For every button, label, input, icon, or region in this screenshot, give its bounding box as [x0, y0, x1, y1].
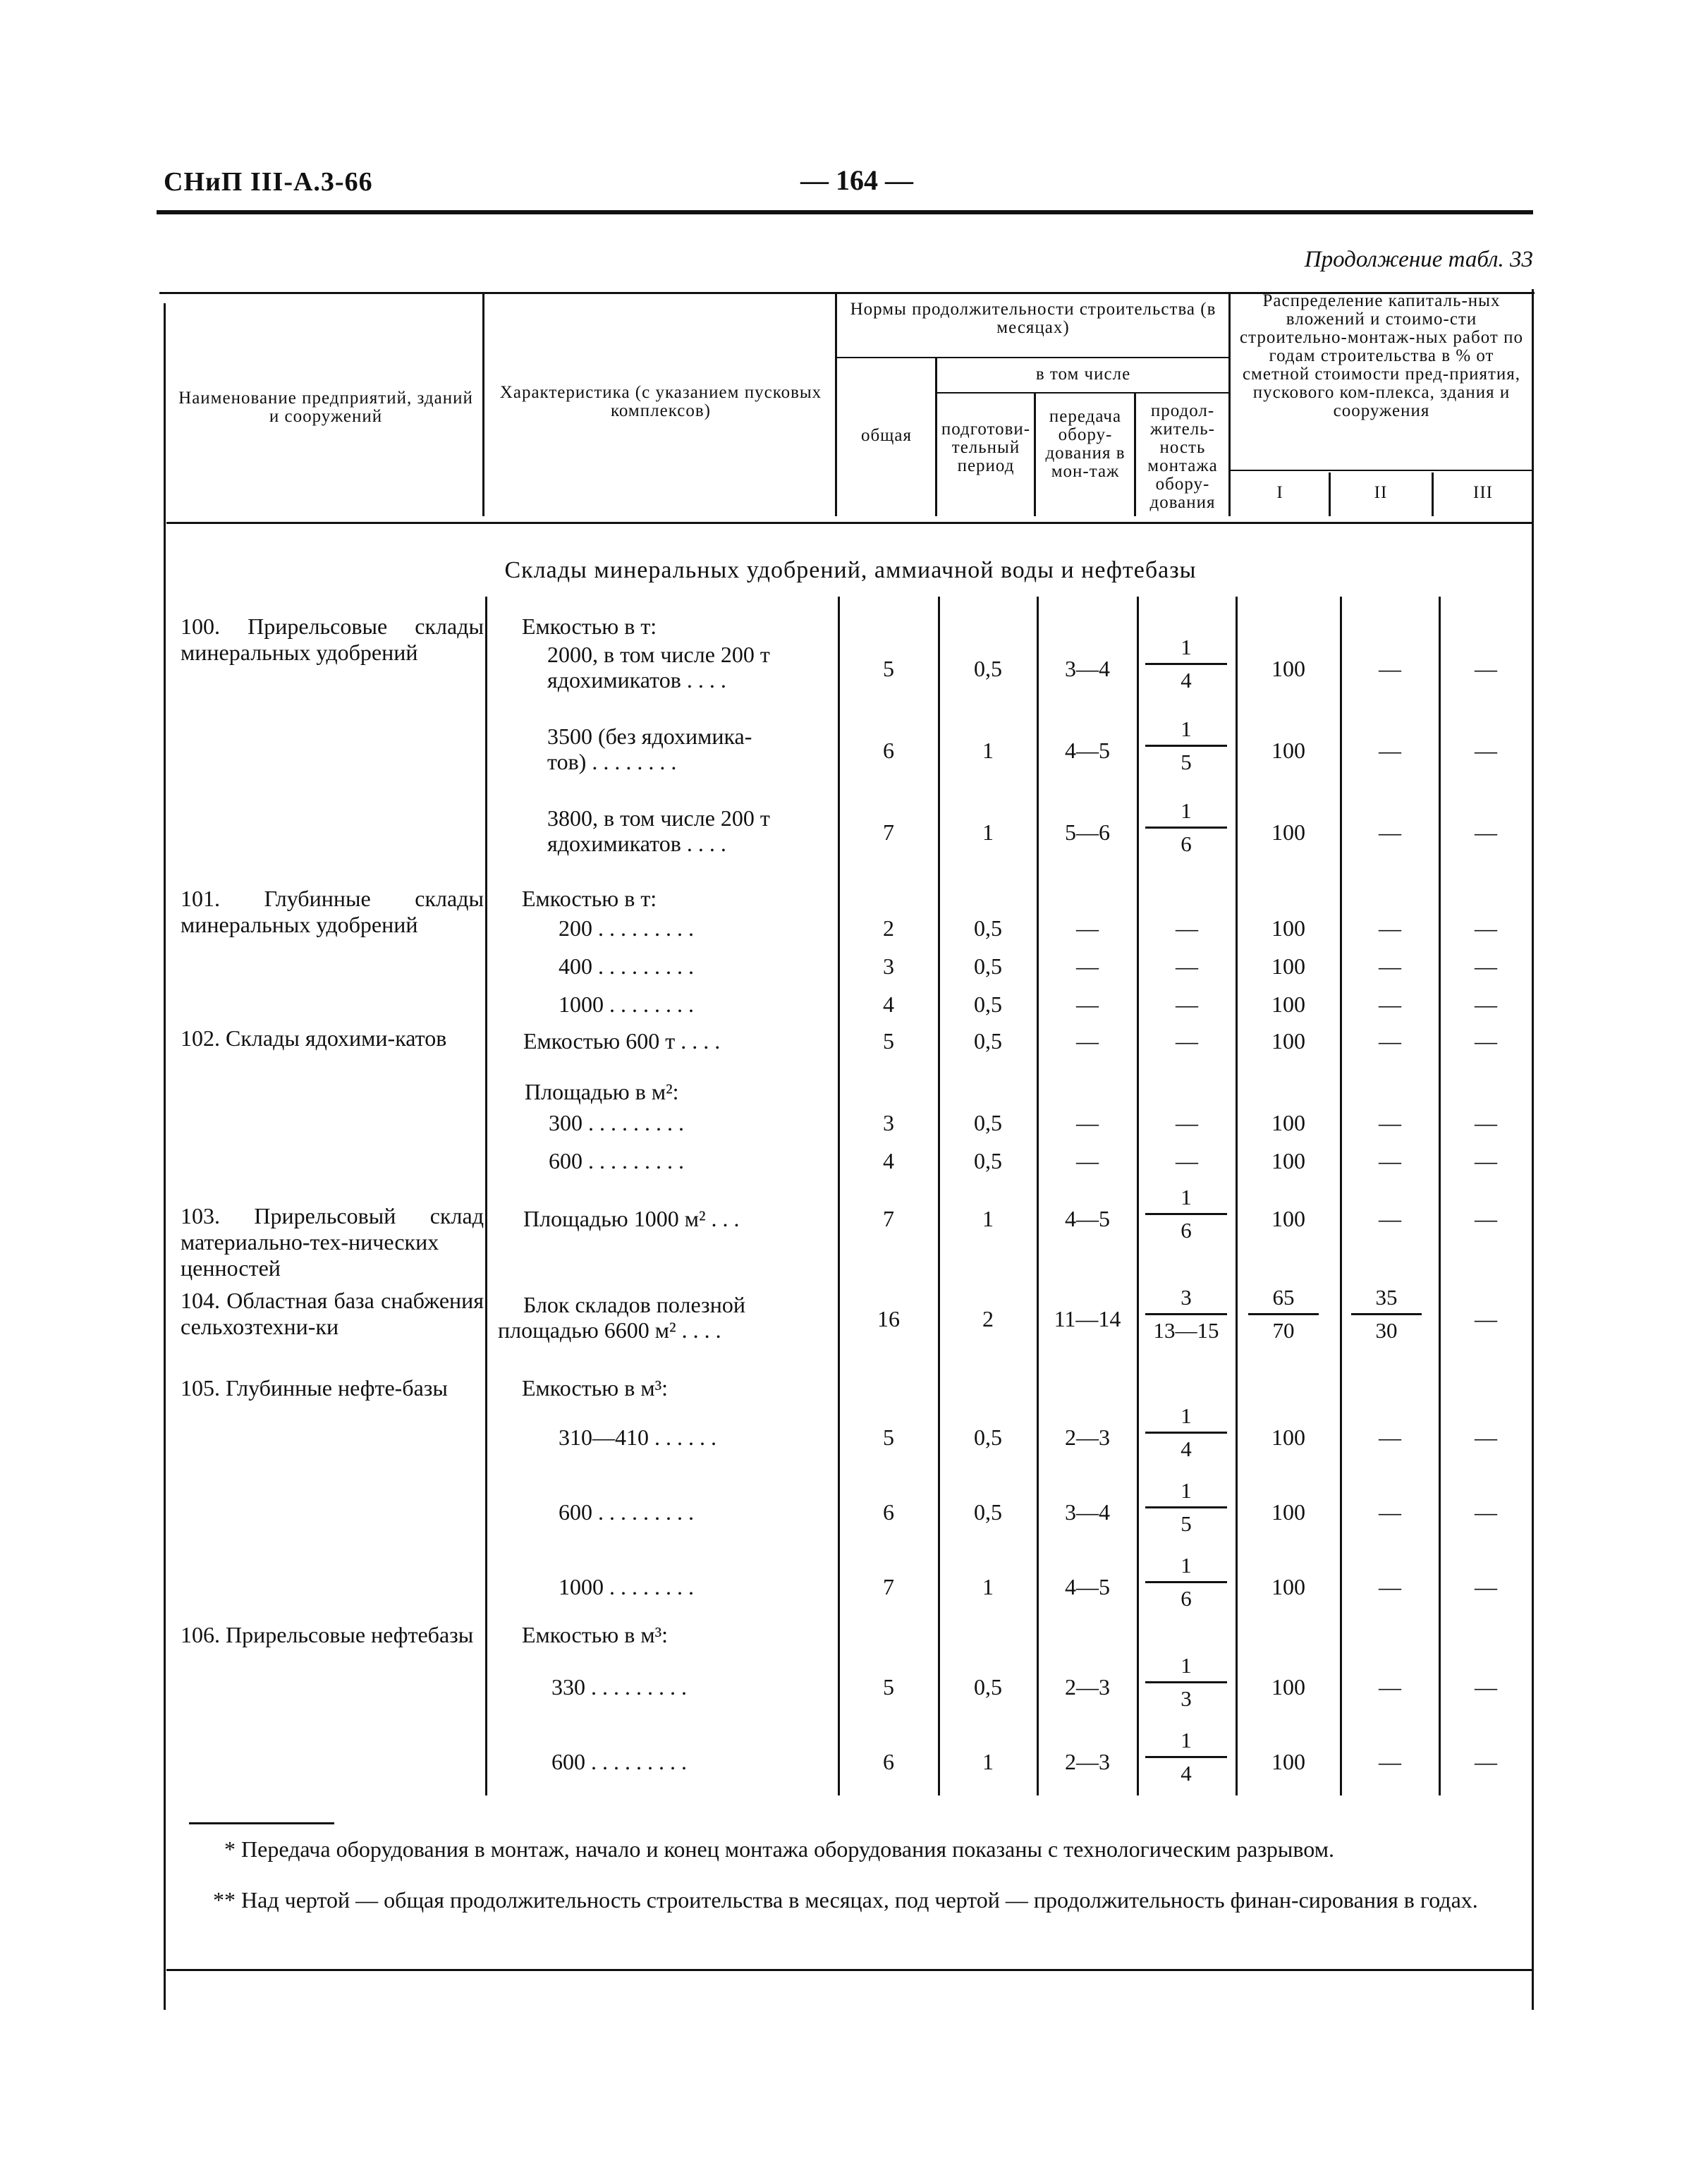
item-name-100: 100. Прирельсовые склады минеральных удобрений	[181, 614, 484, 665]
cell-transfer: 3—4	[1065, 1499, 1110, 1525]
cell-y1: 100	[1271, 992, 1305, 1017]
cell-total: 3	[883, 1110, 894, 1135]
cell-y2: —	[1379, 1574, 1401, 1599]
cell-prep: 0,5	[974, 953, 1002, 979]
cell-transfer: 11—14	[1054, 1306, 1121, 1331]
cell-prep: 0,5	[974, 915, 1002, 941]
cell-transfer: —	[1076, 1148, 1099, 1173]
fraction-bar	[1145, 1213, 1227, 1215]
cell-prep: 0,5	[974, 1028, 1002, 1054]
cell-y2: —	[1379, 992, 1401, 1017]
cell-transfer: 4—5	[1065, 738, 1110, 763]
cell-prep: 0,5	[974, 1148, 1002, 1173]
cell-y1: 100	[1271, 1110, 1305, 1135]
col-header-year-1: I	[1276, 483, 1283, 502]
cell-prep: 1	[982, 1574, 994, 1599]
year-share-bottom: 30	[1375, 1318, 1398, 1343]
cell-transfer: 2—3	[1065, 1674, 1110, 1700]
table-left-border	[164, 303, 166, 2010]
subhead-capacity-m3: Емкостью в м³:	[522, 1375, 669, 1401]
cell-y1: 100	[1271, 1206, 1305, 1231]
financing-duration: 4	[1181, 1437, 1192, 1461]
subhead-area-m2: Площадью в м²:	[525, 1079, 679, 1104]
fraction-bar	[1145, 1581, 1227, 1583]
fraction-bar	[1248, 1313, 1319, 1315]
item-name-102: 102. Склады ядохими-катов	[181, 1025, 447, 1051]
cell-y2: —	[1379, 1425, 1401, 1450]
cell-total: 3	[883, 953, 894, 979]
col-header-prep: подготови-тельный период	[941, 420, 1031, 475]
row-characteristic: 1000 . . . . . . . .	[559, 1574, 694, 1599]
col-header-distribution: Распределение капиталь-ных вложений и стоимо-сти строительно-монтаж-ных работ по годам строительства в % от сметной стоимости пред-приятия, пускового ком-плекса, здания и сооружения	[1240, 291, 1523, 420]
cell-transfer: 4—5	[1065, 1574, 1110, 1599]
header-divider-2	[835, 292, 837, 516]
cell-y2: —	[1379, 656, 1401, 681]
cell-y2: —	[1379, 1749, 1401, 1774]
cell-y3: —	[1475, 1674, 1497, 1700]
cell-y1: 100	[1271, 1425, 1305, 1450]
financing-duration: 5	[1181, 750, 1192, 774]
cell-y1: 100	[1271, 1574, 1305, 1599]
row-characteristic: 2000, в том числе 200 т	[547, 642, 770, 667]
row-characteristic: 1000 . . . . . . . .	[559, 992, 694, 1017]
cell-total: 7	[883, 819, 894, 845]
cell-y1: 100	[1271, 953, 1305, 979]
cell-install-fraction	[1145, 635, 1227, 693]
cell-y3: —	[1475, 1306, 1497, 1331]
cell-total: 7	[883, 1206, 894, 1231]
cell-y3: —	[1475, 1148, 1497, 1173]
row-characteristic-cont: ядохимикатов . . . .	[547, 667, 726, 693]
header-years-rule	[1230, 470, 1532, 471]
cell-transfer: —	[1076, 915, 1099, 941]
cell-install-fraction	[1145, 716, 1227, 775]
cell-total: 7	[883, 1574, 894, 1599]
cell-prep: 0,5	[974, 1674, 1002, 1700]
fraction-bar	[1145, 663, 1227, 665]
row-characteristic: 600 . . . . . . . . .	[551, 1749, 687, 1774]
col-header-install: продол-житель-ность монтажа обору-дования	[1147, 401, 1218, 512]
col-header-total: общая	[860, 426, 913, 445]
cell-prep: 0,5	[974, 656, 1002, 681]
cell-y1: 100	[1271, 819, 1305, 845]
install-duration: 1	[1181, 798, 1192, 823]
cell-y2: —	[1379, 1499, 1401, 1525]
header-divider-1	[482, 292, 484, 516]
cell-y1: 100	[1271, 656, 1305, 681]
cell-y3: —	[1475, 1028, 1497, 1054]
body-divider-5	[1137, 597, 1139, 1795]
financing-duration: 6	[1181, 1586, 1192, 1611]
cell-transfer: —	[1076, 1110, 1099, 1135]
cell-prep: 1	[982, 738, 994, 763]
cell-total: 6	[883, 1749, 894, 1774]
header-divider-6	[1134, 392, 1136, 516]
year-share-bottom: 70	[1272, 1318, 1295, 1343]
install-duration: 1	[1181, 1553, 1192, 1578]
header-rule	[157, 210, 1533, 214]
cell-total: 16	[877, 1306, 900, 1331]
fraction-bar	[1145, 1313, 1227, 1315]
cell-y1: 100	[1271, 1674, 1305, 1700]
col-header-transfer: передача обору-дования в мон-таж	[1045, 407, 1126, 481]
cell-y1: 100	[1271, 1749, 1305, 1774]
table-bottom-rule	[166, 1969, 1532, 1971]
col-header-name: Наименование предприятий, зданий и сооружений	[178, 389, 473, 426]
cell-y3: —	[1475, 1574, 1497, 1599]
cell-total: 4	[883, 992, 894, 1017]
header-divider-3	[1228, 292, 1231, 516]
cell-prep: 0,5	[974, 1425, 1002, 1450]
financing-duration: 13—15	[1153, 1318, 1219, 1343]
row-characteristic: 600 . . . . . . . . .	[559, 1499, 694, 1525]
install-duration: 1	[1181, 1478, 1192, 1503]
cell-y3: —	[1475, 915, 1497, 941]
header-incl-rule	[937, 392, 1228, 394]
cell-install-fraction	[1145, 1653, 1227, 1712]
cell-install: —	[1176, 992, 1198, 1017]
row-characteristic: 300 . . . . . . . . .	[549, 1110, 684, 1135]
fraction-bar	[1145, 1506, 1227, 1508]
financing-duration: 6	[1181, 831, 1192, 856]
cell-install: —	[1176, 1028, 1198, 1054]
row-characteristic-cont: ядохимикатов . . . .	[547, 831, 726, 856]
financing-duration: 4	[1181, 1761, 1192, 1786]
row-characteristic-cont: площадью 6600 м² . . . .	[498, 1317, 721, 1343]
cell-total: 2	[883, 915, 894, 941]
cell-y3: —	[1475, 1425, 1497, 1450]
cell-prep: 2	[982, 1306, 994, 1331]
install-duration: 3	[1181, 1285, 1192, 1310]
cell-y2: —	[1379, 1148, 1401, 1173]
install-duration: 1	[1181, 1185, 1192, 1209]
cell-install-fraction	[1145, 1285, 1227, 1343]
cell-prep: 1	[982, 1206, 994, 1231]
row-characteristic: 3800, в том числе 200 т	[547, 805, 770, 831]
financing-duration: 4	[1181, 668, 1192, 693]
fraction-bar	[1145, 827, 1227, 829]
cell-y2: —	[1379, 738, 1401, 763]
body-divider-7	[1340, 597, 1342, 1795]
row-characteristic-cont: тов) . . . . . . . .	[547, 749, 677, 774]
financing-duration: 6	[1181, 1218, 1192, 1243]
cell-transfer: —	[1076, 1028, 1099, 1054]
cell-install-fraction	[1145, 1403, 1227, 1462]
cell-y3: —	[1475, 992, 1497, 1017]
row-characteristic: Емкостью 600 т . . . .	[523, 1028, 721, 1054]
item-name-103: 103. Прирельсовый склад материально-тех-нических ценностей	[181, 1203, 484, 1281]
cell-y2: —	[1379, 915, 1401, 941]
cell-install: —	[1176, 953, 1198, 979]
cell-y1: 100	[1271, 915, 1305, 941]
header-divider-5	[1034, 392, 1036, 516]
fraction-bar	[1145, 745, 1227, 747]
header-norms-rule	[836, 357, 1228, 358]
cell-install-fraction	[1145, 1478, 1227, 1537]
cell-y1: 100	[1271, 1499, 1305, 1525]
cell-prep: 1	[982, 1749, 994, 1774]
cell-y3: —	[1475, 1499, 1497, 1525]
financing-duration: 3	[1181, 1686, 1192, 1711]
cell-y2: —	[1379, 1028, 1401, 1054]
fraction-bar	[1145, 1756, 1227, 1758]
cell-y1: 100	[1271, 738, 1305, 763]
cell-transfer: 5—6	[1065, 819, 1110, 845]
cell-total: 6	[883, 1499, 894, 1525]
cell-total: 5	[883, 1674, 894, 1700]
body-divider-2	[838, 597, 840, 1795]
page-number: — 164 —	[800, 164, 913, 196]
row-characteristic: 400 . . . . . . . . .	[559, 953, 694, 979]
cell-install-fraction	[1145, 1553, 1227, 1611]
financing-duration: 5	[1181, 1511, 1192, 1536]
fraction-bar	[1351, 1313, 1422, 1315]
cell-y2: —	[1379, 953, 1401, 979]
col-header-characteristic: Характеристика (с указанием пусковых комплексов)	[499, 383, 822, 420]
cell-total: 6	[883, 738, 894, 763]
header-divider-7	[1329, 472, 1331, 516]
install-duration: 1	[1181, 635, 1192, 659]
cell-install-fraction	[1145, 1728, 1227, 1786]
cell-y3: —	[1475, 656, 1497, 681]
col-header-year-2: II	[1374, 483, 1388, 502]
cell-y2: —	[1379, 1674, 1401, 1700]
cell-y3: —	[1475, 738, 1497, 763]
row-characteristic: 600 . . . . . . . . .	[549, 1148, 684, 1173]
cell-prep: 0,5	[974, 1499, 1002, 1525]
cell-total: 5	[883, 656, 894, 681]
cell-total: 4	[883, 1148, 894, 1173]
col-header-norms: Нормы продолжительности строительства (в месяцах)	[850, 300, 1216, 337]
cell-install: —	[1176, 915, 1198, 941]
row-characteristic: 310—410 . . . . . .	[559, 1425, 716, 1450]
item-name-105: 105. Глубинные нефте-базы	[181, 1375, 448, 1401]
cell-transfer: 4—5	[1065, 1206, 1110, 1231]
cell-install: —	[1176, 1148, 1198, 1173]
subhead-capacity-m3: Емкостью в м³:	[522, 1622, 669, 1647]
cell-total: 5	[883, 1425, 894, 1450]
install-duration: 1	[1181, 1728, 1192, 1752]
install-duration: 1	[1181, 716, 1192, 741]
row-characteristic: 200 . . . . . . . . .	[559, 915, 694, 941]
cell-y3: —	[1475, 1206, 1497, 1231]
cell-y2-fraction	[1351, 1285, 1422, 1343]
table-continuation-caption: Продолжение табл. 33	[1304, 247, 1533, 272]
body-divider-1	[485, 597, 487, 1795]
row-characteristic: 3500 (без ядохимика-	[547, 724, 752, 749]
cell-total: 5	[883, 1028, 894, 1054]
cell-prep: 0,5	[974, 992, 1002, 1017]
subhead-capacity-t: Емкостью в т:	[522, 614, 657, 639]
item-name-101: 101. Глубинные склады минеральных удобрений	[181, 886, 484, 937]
item-name-106: 106. Прирельсовые нефтебазы	[181, 1622, 474, 1647]
item-name-104: 104. Областная база снабжения сельхозтехни-ки	[181, 1288, 484, 1339]
footnote-separator	[189, 1822, 334, 1824]
year-share-top: 65	[1272, 1285, 1295, 1310]
cell-y3: —	[1475, 1110, 1497, 1135]
body-divider-6	[1236, 597, 1238, 1795]
table-right-border	[1532, 289, 1534, 2010]
col-header-including: в том числе	[1035, 365, 1131, 384]
header-divider-4	[935, 357, 937, 516]
cell-y1: 100	[1271, 1028, 1305, 1054]
cell-transfer: —	[1076, 953, 1099, 979]
row-characteristic: Блок складов полезной	[523, 1292, 745, 1317]
fraction-bar	[1145, 1432, 1227, 1434]
cell-y1-fraction	[1248, 1285, 1319, 1343]
install-duration: 1	[1181, 1653, 1192, 1678]
cell-prep: 0,5	[974, 1110, 1002, 1135]
cell-y2: —	[1379, 1206, 1401, 1231]
cell-y2: —	[1379, 819, 1401, 845]
cell-y3: —	[1475, 1749, 1497, 1774]
header-divider-8	[1432, 472, 1434, 516]
row-characteristic: Площадью 1000 м² . . .	[523, 1206, 740, 1231]
footnote-1: * Передача оборудования в монтаж, начало и конец монтажа оборудования показаны с технологическим разрывом.	[224, 1836, 1334, 1862]
cell-y3: —	[1475, 819, 1497, 845]
footnote-2: ** Над чертой — общая продолжительность строительства в месяцах, под чертой — продолжительность финан-сирования в годах.	[213, 1887, 1478, 1913]
cell-transfer: 2—3	[1065, 1425, 1110, 1450]
document-code: СНиП III-А.3-66	[164, 167, 373, 197]
body-divider-3	[938, 597, 940, 1795]
subhead-capacity-t: Емкостью в т:	[522, 886, 657, 911]
cell-install-fraction	[1145, 1185, 1227, 1243]
cell-y1: 100	[1271, 1148, 1305, 1173]
cell-install: —	[1176, 1110, 1198, 1135]
header-bottom-rule	[166, 522, 1532, 524]
body-divider-8	[1439, 597, 1441, 1795]
cell-prep: 1	[982, 819, 994, 845]
row-characteristic: 330 . . . . . . . . .	[551, 1674, 687, 1700]
body-divider-4	[1037, 597, 1039, 1795]
cell-transfer: —	[1076, 992, 1099, 1017]
cell-y3: —	[1475, 953, 1497, 979]
cell-install-fraction	[1145, 798, 1227, 857]
cell-y2: —	[1379, 1110, 1401, 1135]
cell-transfer: 3—4	[1065, 656, 1110, 681]
cell-transfer: 2—3	[1065, 1749, 1110, 1774]
year-share-top: 35	[1375, 1285, 1398, 1310]
fraction-bar	[1145, 1681, 1227, 1683]
col-header-year-3: III	[1473, 483, 1493, 502]
section-title: Склады минеральных удобрений, аммиачной воды и нефтебазы	[504, 557, 1197, 583]
install-duration: 1	[1181, 1403, 1192, 1428]
